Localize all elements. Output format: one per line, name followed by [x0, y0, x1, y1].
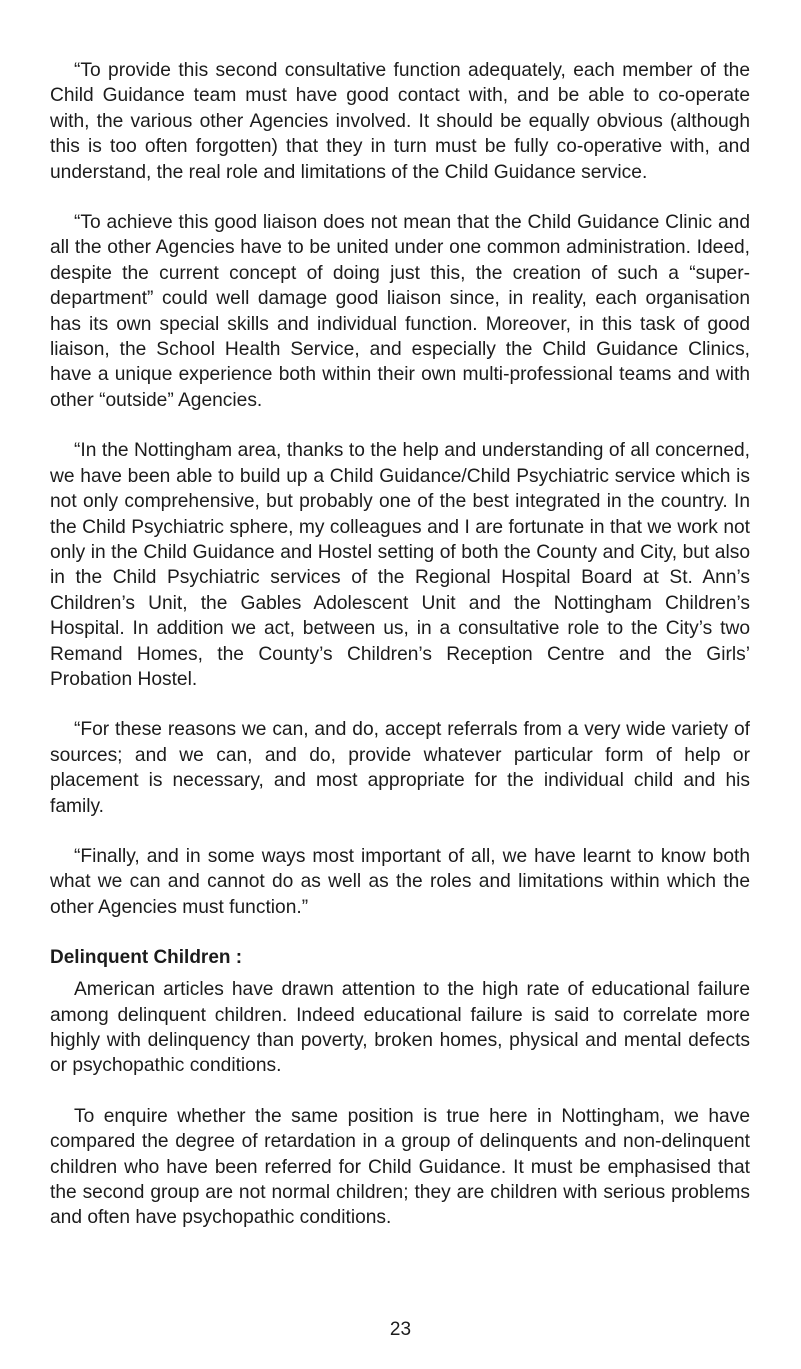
paragraph: To enquire whether the same position is true here in Nottingham, we have compared the degree of retardation in a group of delinquents and non-delinquent children who have been referred for Child Guidance. It must be emphasised that the second group are not normal children; they are children with serious problems and often have psychopathic conditions. — [50, 1105, 750, 1229]
document-page — [50, 58, 750, 1256]
section-heading: Delinquent Children : — [50, 947, 243, 969]
paragraph: “In the Nottingham area, thanks to the help and understanding of all concerned, we have been able to build up a Child Guidance/Child Psychiatric service which is not only comprehensive, but probably one of the best integrated in the country. In the Child Psychiatric sphere, my colleagues and I are fortunate in that we work not only in the Child Guidance and Hostel setting of both the County and City, but also in the Child Psychiatric services of the Regional Hospital Board at St. Ann’s Children’s Unit, the Gables Adolescent Unit and the Nottingham Children’s Hospital. In addition we act, between us, in a consultative role to the City’s two Remand Homes, the County’s Children’s Reception Centre and the Girls’ Probation Hostel. — [50, 440, 750, 690]
page-number: 23 — [389, 1319, 412, 1340]
paragraph: “Finally, and in some ways most important of all, we have learnt to know both what we can and cannot do as well as the roles and limitations within which the other Agencies must function.” — [50, 845, 750, 918]
paragraph: American articles have drawn attention to the high rate of educational failure among delinquent children. Indeed educational failure is said to correlate more highly with delinquency than poverty, broken homes, physical and mental defects or psychopathic conditions. — [50, 979, 750, 1077]
paragraph: “To provide this second consultative function adequately, each member of the Child Guidance team must have good contact with, and be able to co-operate with, the various other Agencies involved. It should be equally obvious (although this is too often forgotten) that they in turn must be fully co-operative with, and understand, the real role and limitations of the Child Guidance service. — [50, 60, 750, 183]
paragraph: “To achieve this good liaison does not mean that the Child Guidance Clinic and all the other Agencies have to be united under one common administration. Ideed, despite the current concept of doing just this, the creation of such a “super-department” could well damage good liaison since, in reality, each organisation has its own special skills and individual function. Moreover, in this task of good liaison, the School Health Service, and especially the Child Guidance Clinics, have a unique experience both within their own multi-professional teams and with other “outside” Agencies. — [50, 212, 750, 411]
paragraph: “For these reasons we can, and do, accept referrals from a very wide variety of sources; and we can, and do, provide whatever particular form of help or placement is necessary, and most appropriate for the individual child and his family. — [50, 719, 750, 817]
